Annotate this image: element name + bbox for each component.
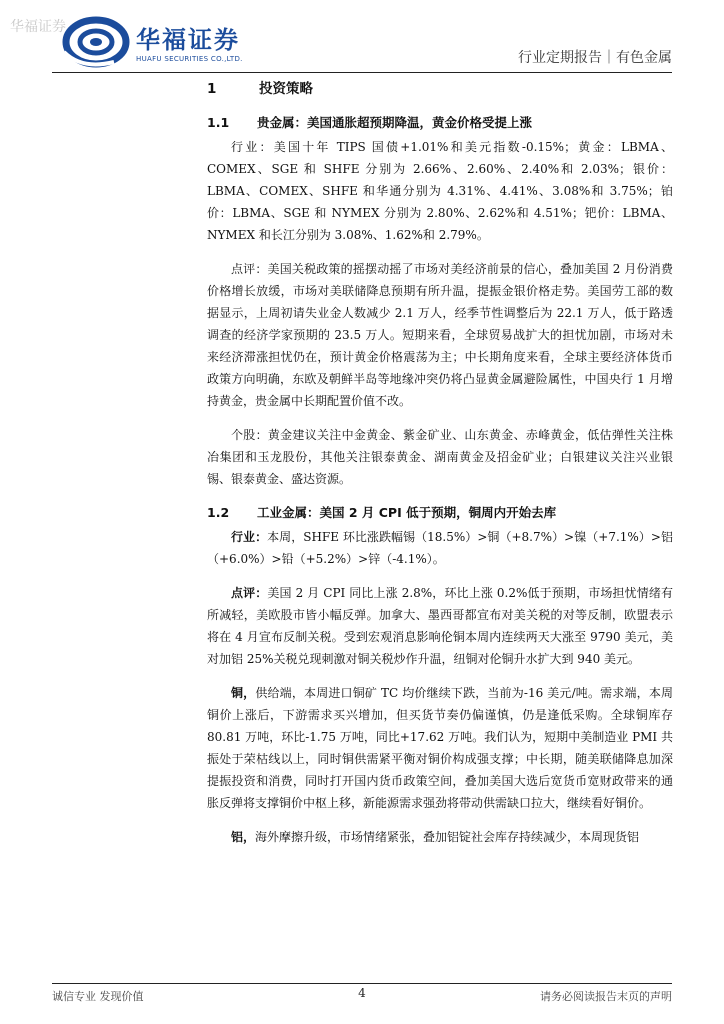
subsection-heading (207, 502, 673, 524)
section-heading (207, 78, 673, 100)
company-logo (62, 12, 272, 74)
subsection-number: 1.2 (207, 505, 230, 520)
paragraph-industry: 行业：美国十年 TIPS 国债+1.01%和美元指数-0.15%；黄金：LBMA、COMEX、SGE 和 SHFE 分别为 2.66%、2.60%、2.40%和 2.03%；银价：LBMA、COMEX、SHFE 和华通分别为 4.31%、4.41%、3.08%和 3.75%；铂价：LBMA、SGE 和 NYMEX 分别为 2.80%、2.62%和 4.51%；钯价：LBMA、NYMEX 和长江分别为 3.08%、1.62%和 2.79%。 (207, 140, 673, 242)
paragraph-label: 铝， (231, 830, 256, 844)
paragraph-text: 供给端，本周进口铜矿 TC 均价继续下跌，当前为-16 美元/吨。需求端，本周铜价上涨后，下游需求买兴增加，但买货节奏仍偏谨慎，仍是逢低采购。全球铜库存 80.81 万吨，环比-1.75 万吨，同比+17.62 万吨。我们认为，短期中美制造业 PMI 共振处于荣枯线以上，同时铜供需紧平衡对铜价构成强支撑；中长期，随美联储降息加深提振投资和消费，同时打开国内货币政策空间，叠加美国大选后宽货币宽财政带来的通胀反弹将支撑铜价中枢上移，新能源需求强劲将带动供需缺口拉大，继续看好铜价。 (207, 686, 673, 810)
subsection-number: 1.1 (207, 115, 230, 130)
paragraph-text: 本周，SHFE 环比涨跌幅锡（18.5%）>铜（+8.7%）>镍（+7.1%）>铝（+6.0%）>铅（+5.2%）>锌（-4.1%）。 (207, 530, 673, 566)
paragraph-label: 铜， (231, 686, 256, 700)
paragraph-industry (207, 526, 673, 570)
paragraph-copper (207, 682, 673, 814)
paragraph-comment (207, 582, 673, 670)
footer-slogan: 诚信专业 发现价值 (52, 990, 144, 1003)
paragraph-stocks: 个股：黄金建议关注中金黄金、紫金矿业、山东黄金、赤峰黄金，低估弹性关注株冶集团和玉龙股份，其他关注银泰黄金、湖南黄金及招金矿业；白银建议关注兴业银锡、银泰黄金、盛达资源。 (207, 428, 673, 486)
logo-english-name: HUAFU SECURITIES CO.,LTD. (136, 55, 243, 63)
paragraph-text: 美国 2 月 CPI 同比上涨 2.8%，环比上涨 0.2%低于预期，市场担忧情绪有所减轻，美欧股市皆小幅反弹。加拿大、墨西哥都宣布对美关税的对等反制，欧盟表示将在 4 月宣布反制关税。受到宏观消息影响伦铜本周内连续两天大涨至 9790 美元，美对加铝 25%关税兑现刺激对铜关税炒作升温，纽铜对伦铜升水扩大到 940 美元。 (207, 586, 673, 666)
footer-disclaimer: 请务必阅读报告末页的声明 (540, 990, 672, 1003)
footer-divider (52, 983, 672, 984)
report-body (207, 78, 673, 860)
paragraph-label: 点评： (231, 586, 268, 600)
paragraph-text: 海外摩擦升级，市场情绪紧张，叠加铝锭社会库存持续减少，本周现货铝 (255, 830, 640, 844)
subsection-heading (207, 112, 673, 134)
paragraph-aluminum (207, 826, 673, 848)
paragraph-label: 行业： (231, 530, 268, 544)
subsection-title: 贵金属：美国通胀超预期降温，黄金价格受提上涨 (257, 115, 533, 130)
watermark: 华福证券 (10, 19, 66, 35)
paragraph-comment: 点评：美国关税政策的摇摆动摇了市场对美经济前景的信心，叠加美国 2 月份消费价格增长放缓，市场对美联储降息预期有所升温，提振金银价格走势。美国劳工部的数据显示，上周初请失业金人数减少 2.1 万人，经季节性调整后为 22.1 万人，低于路透调查的经济学家预期的 23.5 万人。短期来看，全球贸易战扩大的担忧加剧，市场对未来经济滞涨担忧仍在，预计黄金价格震荡为主；中长期角度来看，全球主要经济体货币政策方向明确，东欧及朝鲜半岛等地缘冲突仍将凸显黄金属避险属性，中国央行 1 月增持黄金，贵金属中长期配置价值不改。 (207, 262, 673, 408)
logo-chinese-name: 华福证券 (136, 26, 240, 54)
logo-swirl-icon (62, 12, 132, 72)
section-number: 1 (207, 81, 217, 97)
header-divider (52, 72, 672, 73)
section-title: 投资策略 (259, 81, 313, 97)
report-type: 行业定期报告｜有色金属 (518, 50, 672, 66)
page-number: 4 (358, 986, 366, 1000)
subsection-title: 工业金属：美国 2 月 CPI 低于预期，铜周内开始去库 (257, 505, 557, 520)
